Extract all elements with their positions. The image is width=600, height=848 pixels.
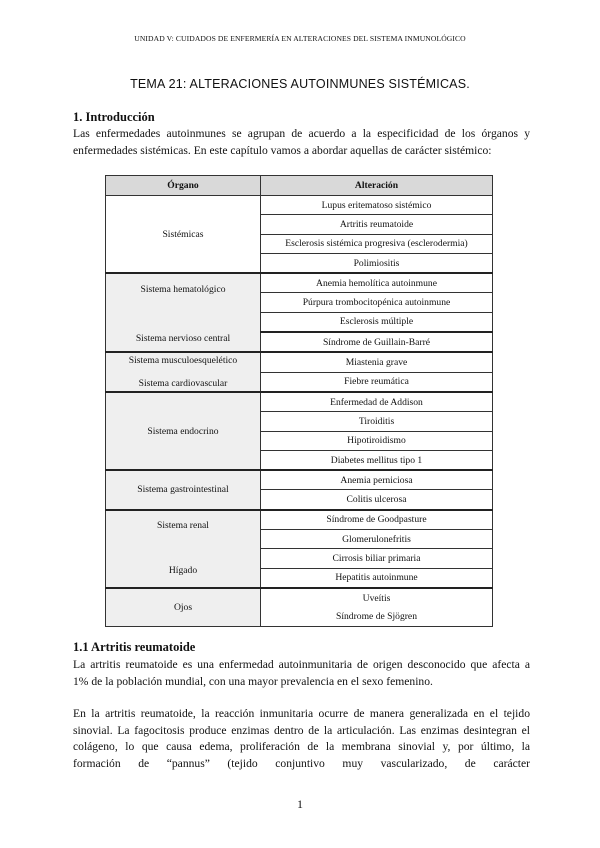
alteration-cell: Artritis reumatoide	[261, 215, 493, 234]
alteration-cell: Miastenia grave	[261, 352, 493, 372]
organ-label: Sistema renal	[157, 519, 209, 531]
organ-cell	[106, 273, 261, 352]
table-row	[106, 392, 493, 412]
alteration-cell: Colitis ulcerosa	[261, 490, 493, 510]
paragraph-line: formación de “pannus” (tejido conjuntivo muy vascularizado, de carácter	[73, 756, 530, 770]
organ-label: Hígado	[168, 564, 198, 576]
table-row	[106, 588, 493, 607]
alteration-cell: Enfermedad de Addison	[261, 392, 493, 412]
alteration-cell: Hipotiroidismo	[261, 431, 493, 450]
alteration-cell: Diabetes mellitus tipo 1	[261, 450, 493, 470]
organ-label: Sistema hematológico	[140, 283, 226, 295]
table-row	[106, 352, 493, 372]
intro-line: enfermedades sistémicas. En este capítulo vamos a abordar aquellas de carácter sistémico:	[73, 143, 492, 157]
alteration-cell: Anemia perniciosa	[261, 470, 493, 490]
alteration-cell: Síndrome de Goodpasture	[261, 510, 493, 530]
intro-paragraph	[73, 126, 530, 159]
paragraph-line: En la artritis reumatoide, la reacción inmunitaria ocurre de manera generalizada en el tejido	[73, 707, 530, 720]
table-row	[106, 470, 493, 490]
table-row	[106, 510, 493, 530]
paragraph-line: 1% de la población mundial, con una mayor prevalencia en el sexo femenino.	[73, 674, 433, 688]
intro-line: Las enfermedades autoinmunes se agrupan de acuerdo a la especificidad de los órganos y	[73, 127, 530, 140]
alteration-cell: Uveítis	[261, 588, 493, 607]
table-header-row	[106, 176, 493, 196]
paragraph-line: sinovial. La fagocitosis produce enzimas dentro de la articulación. Las enzimas desintegran el	[73, 723, 530, 737]
paragraph-line: colágeno, lo que causa edema, proliferación de la membrana sinovial y, por último, la	[73, 740, 530, 753]
running-header: UNIDAD V: CUIDADOS DE ENFERMERÍA EN ALTERACIONES DEL SISTEMA INMUNOLÓGICO	[134, 34, 466, 43]
paragraph-line: La artritis reumatoide es una enfermedad autoinmunitaria de origen desconocido que afecta a	[73, 658, 530, 671]
artritis-paragraph-2	[73, 706, 530, 772]
artritis-paragraph-1	[73, 657, 530, 690]
alteration-cell: Polimiositis	[261, 253, 493, 273]
autoimmune-table	[105, 175, 493, 627]
organ-cell: Sistema endocrino	[106, 392, 261, 470]
organ-label: Sistema musculoesquelético	[128, 355, 238, 367]
alteration-cell: Tiroiditis	[261, 412, 493, 431]
alteration-cell: Hepatitis autoinmune	[261, 568, 493, 588]
organ-cell: Ojos	[106, 588, 261, 626]
alteration-cell: Anemia hemolítica autoinmune	[261, 273, 493, 293]
intro-heading: 1. Introducción	[73, 110, 155, 124]
header-alteration: Alteración	[261, 176, 493, 196]
organ-label: Sistema nervioso central	[135, 332, 231, 344]
page-number: 1	[297, 797, 303, 811]
table-row	[106, 196, 493, 215]
organ-cell: Sistema gastrointestinal	[106, 470, 261, 510]
organ-cell: Sistémicas	[106, 196, 261, 274]
alteration-cell: Esclerosis múltiple	[261, 312, 493, 332]
alteration-cell: Lupus eritematoso sistémico	[261, 196, 493, 215]
header-organ: Órgano	[106, 176, 261, 196]
alteration-cell: Síndrome de Sjögren	[261, 607, 493, 626]
section-heading-artritis: 1.1 Artritis reumatoide	[73, 640, 196, 654]
page-title: TEMA 21: ALTERACIONES AUTOINMUNES SISTÉMICAS.	[130, 77, 470, 91]
organ-label: Sistema cardiovascular	[138, 378, 228, 390]
organ-cell	[106, 352, 261, 392]
organ-cell	[106, 510, 261, 588]
table-row	[106, 273, 493, 293]
alteration-cell: Cirrosis biliar primaria	[261, 549, 493, 568]
alteration-cell: Púrpura trombocitopénica autoinmune	[261, 293, 493, 312]
alteration-cell: Fiebre reumática	[261, 372, 493, 392]
alteration-cell: Síndrome de Guillain-Barré	[261, 332, 493, 352]
alteration-cell: Esclerosis sistémica progresiva (esclerodermia)	[261, 234, 493, 253]
alteration-cell: Glomerulonefritis	[261, 530, 493, 549]
